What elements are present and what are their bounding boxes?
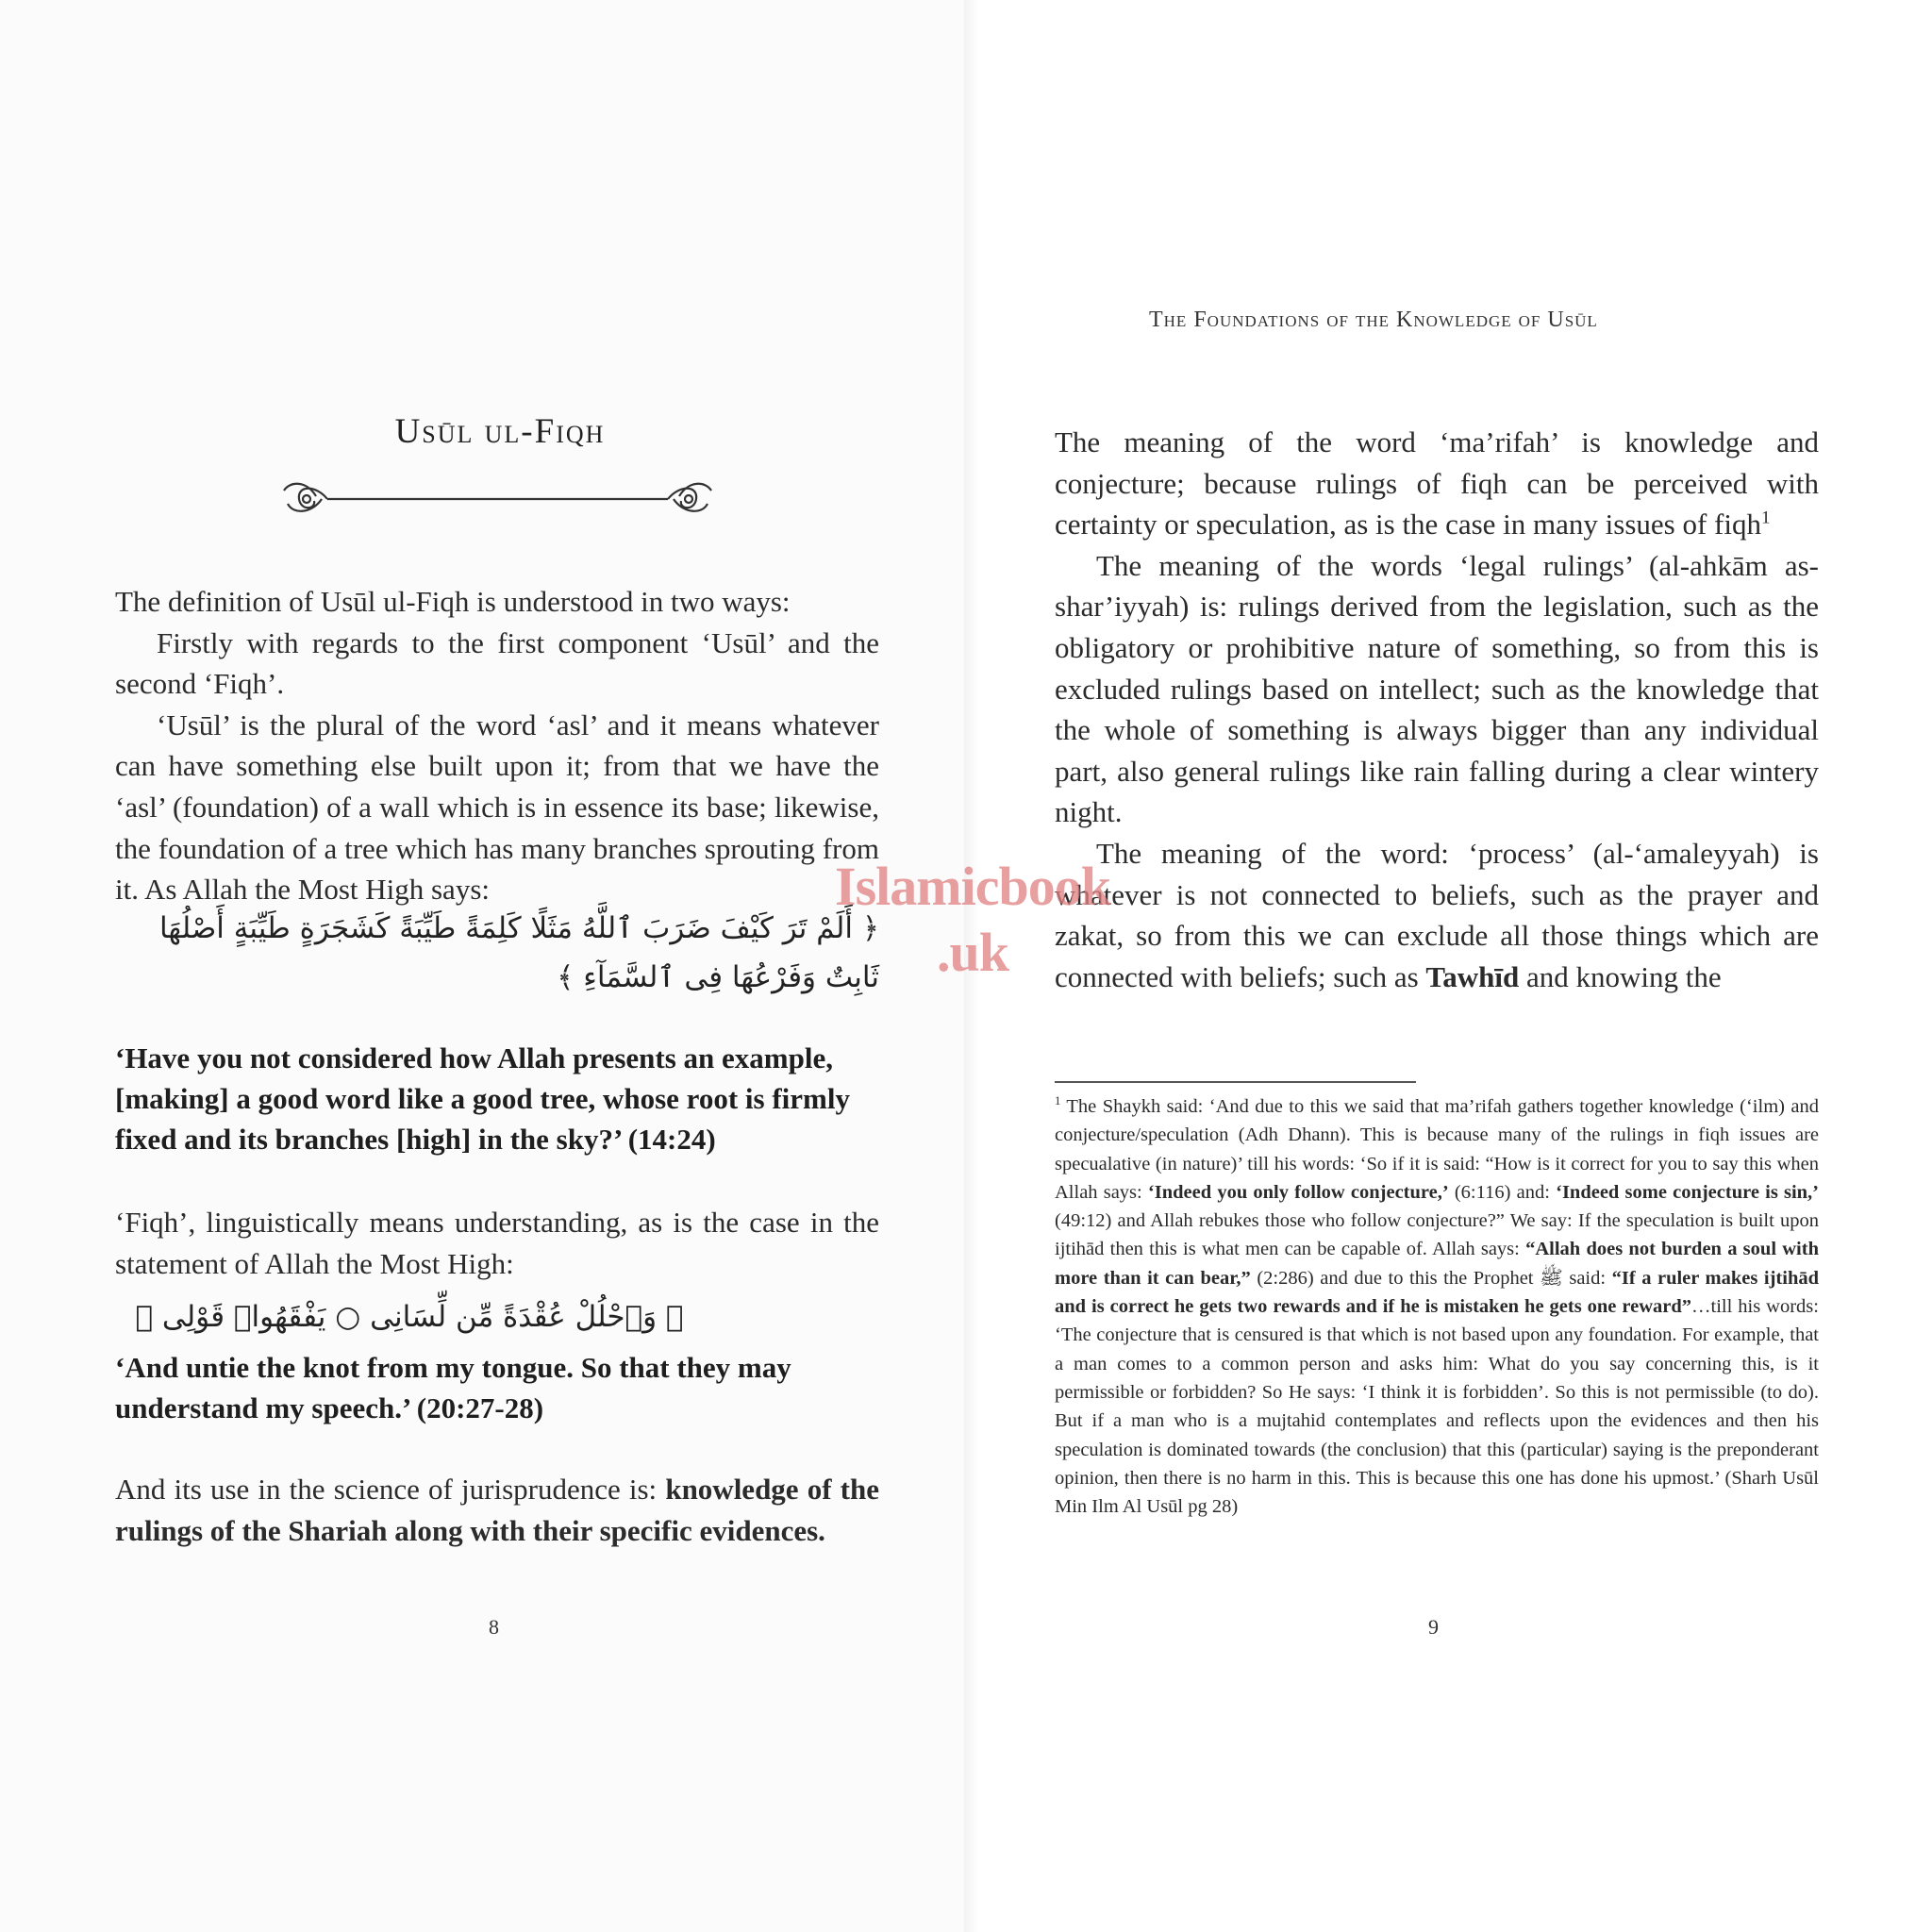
left-fiqh-text: [115, 1202, 879, 1284]
bold-text: Tawhīd: [1425, 959, 1520, 993]
bold-text: “If a ruler makes ijtihād and is correct he gets two rewards and if he is mistaken he gets one reward”: [1055, 1267, 1819, 1318]
text-span: (2:286) and due to this the Prophet ﷺ said:: [1250, 1267, 1612, 1289]
watermark-line: Islamicbook: [835, 856, 1110, 917]
footnote-divider: [1055, 1081, 1416, 1083]
paragraph: ‘Usūl’ is the plural of the word ‘asl’ and it means whatever can have something else built upon it; from that we have the ‘asl’ (foundation) of a wall which is in essence its base; likewise, the foundation of a tree which has many branches sprouting from it. As Allah the Most High says:: [115, 708, 879, 907]
text-span: (6:116) and:: [1448, 1181, 1557, 1203]
text-span: …till his words: ‘The conjecture that is censured is that which is not based upon any foundation. For example, that a man comes to a common person and asks him: What do you say concerning this, is it permissible or forbidden? So He says: ‘I think it is forbidden’. So this is not permissible (to do). But if a man who is a mujtahid contemplates and reflects upon the evidences and then his speculation is dominated towards (the conclusion) that this (particular) saying is the preponderant opinion, then there is no harm in this. This is because this one has done his upmost.’ (Sharh Usūl Min Ilm Al Usūl pg 28): [1055, 1296, 1819, 1518]
bold-text: ‘Indeed some conjecture is sin,’: [1556, 1181, 1820, 1203]
paragraph: The meaning of the words ‘legal rulings’ (al-ahkām as-shar’iyyah) is: rulings derived from the legislation, such as the obligatory or prohibitive nature of something, so from this is excluded rulings based on intellect; such as the knowledge that the whole of something is always bigger than any individual part, also general rulings like rain falling during a clear wintery night.: [1055, 548, 1819, 829]
bold-text: ‘Indeed you only follow conjecture,’: [1147, 1181, 1449, 1203]
footnote-marker: 1: [1055, 1094, 1061, 1108]
left-intro-text: [115, 581, 879, 910]
footnote: [1055, 1092, 1819, 1521]
paragraph: [1055, 422, 1819, 545]
text-span: and knowing the: [1519, 959, 1722, 993]
running-header: The Foundations of the Knowledge of Usūl: [1149, 308, 1598, 332]
verse-translation: ‘And untie the knot from my tongue. So that they may understand my speech.’ (20:27-28): [115, 1351, 791, 1424]
text-span: The Shaykh said: ‘And due to this we said that ma’rifah gathers together knowledge (‘ilm) and conjecture/speculation (Adh Dhann). This is because many of the rulings in fiqh issues are specualative (in nature)’ till his words: ‘So if it is said: “How is it correct for you to say this when Allah says:: [1055, 1096, 1819, 1203]
bold-text: knowledge of the rulings of the Shariah along with their specific evidences.: [115, 1473, 880, 1547]
page-number: 8: [489, 1615, 499, 1639]
ornament-divider-icon: [278, 475, 717, 523]
paragraph: [1055, 833, 1819, 997]
paragraph: [115, 1469, 879, 1551]
paragraph: ‘Fiqh’, linguistically means understanding, as is the case in the statement of Allah the Most High:: [115, 1206, 879, 1280]
text-span: (49:12) and Allah rebukes those who follow conjecture?” We say: If the speculation is built upon ijtihād then this is what men can be capable of. Allah says:: [1055, 1210, 1819, 1260]
footnote-marker: 1: [1760, 508, 1771, 528]
bold-text: “Allah does not burden a soul with more than it can bear,”: [1055, 1239, 1819, 1289]
chapter-title: Usūl ul-Fiqh: [394, 412, 606, 451]
verse-translation: ‘Have you not considered how Allah presents an example, [making] a good word like a good tree, whose root is firmly fixed and its branches [high] in the sky?’ (14:24): [115, 1041, 850, 1156]
text-span: The meaning of the word ‘ma’rifah’ is knowledge and conjecture; because rulings of fiqh can be perceived with certainty or speculation, as is the case in many issues of fiqh: [1055, 425, 1819, 541]
arabic-verse: ﴿ وَٱحْلُلْ عُقْدَةً مِّن لِّسَانِى ○ يَفْقَهُوا۟ قَوْلِى ﴾: [135, 1300, 684, 1334]
paragraph: Firstly with regards to the first component ‘Usūl’ and the second ‘Fiqh’.: [115, 625, 879, 701]
paragraph: The definition of Usūl ul-Fiqh is understood in two ways:: [115, 585, 791, 618]
watermark-line: .uk: [936, 922, 1008, 983]
right-body-text: [1055, 422, 1819, 997]
watermark: [798, 854, 1147, 986]
page-number: 9: [1428, 1615, 1439, 1639]
text-span: And its use in the science of jurisprudence is:: [115, 1473, 666, 1506]
left-definition-text: [115, 1469, 879, 1551]
arabic-verse: ﴿ أَلَمْ تَرَ كَيْفَ ضَرَبَ ٱللَّهُ مَثَلًا كَلِمَةً طَيِّبَةً كَشَجَرَةٍ طَيِّبَةٍ أَصْلُهَا ثَابِتٌ وَفَرْعُهَا فِى ٱلسَّمَآءِ ﴾: [158, 911, 879, 994]
text-span: The meaning of the word: ‘process’ (al-‘amaleyyah) is whatever is not connected to beliefs, such as the prayer and zakat, so from this we can exclude all those things which are connected with beliefs; such as: [1055, 836, 1819, 993]
